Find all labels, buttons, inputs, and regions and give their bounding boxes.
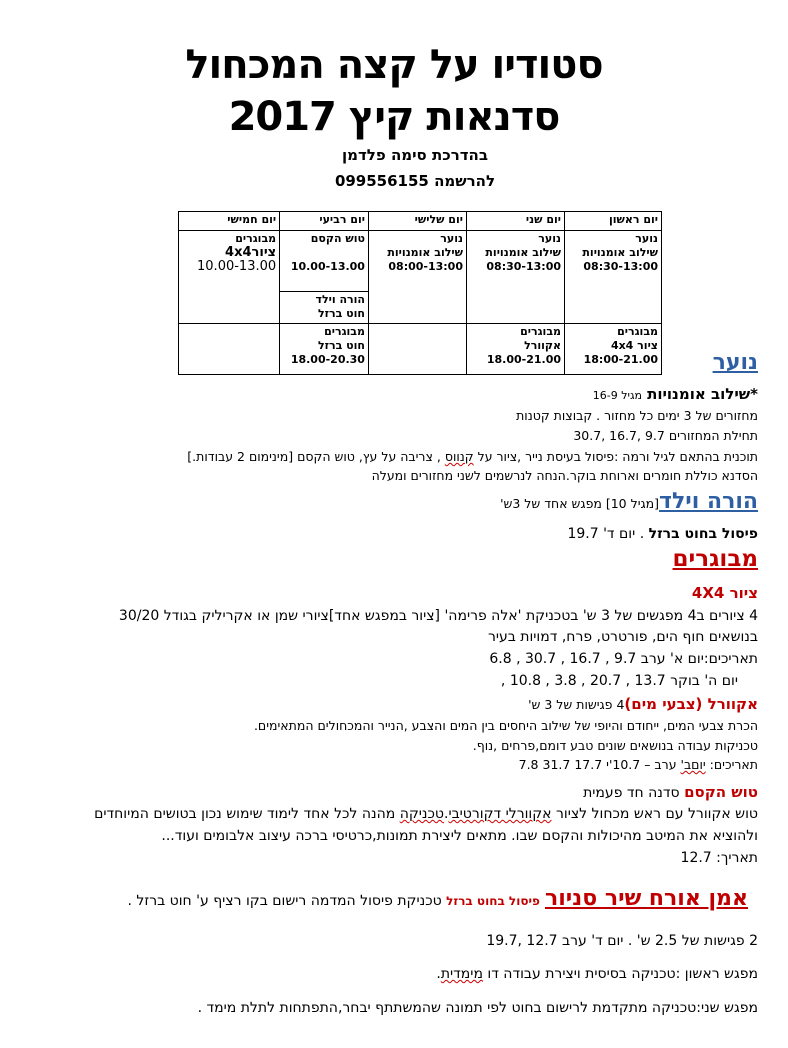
register-line: להרשמה 099556155 <box>334 172 496 190</box>
guide-line: בהדרכת סימה פלדמן <box>341 146 489 164</box>
youth-line-1: מחזורים של 3 ימים כל מחזור . קבוצות קטנות <box>516 408 758 423</box>
cell-tue-evening <box>368 324 466 375</box>
aquarelle-line-3: תאריכים: יוםב' ערב – 10.7'י 17.7 31.7 7.8 <box>518 757 758 772</box>
parent-line-1: פיסול בחוט ברזל . יום ד' 19.7 <box>567 526 758 542</box>
aquarelle-line-1: הכרת צבעי המים, ייחודם והיופי של שילוב היחסים בין המים והצבע ,הנייר והמכחולים המתאימים. <box>253 718 758 733</box>
table-row <box>179 231 662 292</box>
page-title: סטודיו על קצה המכחול <box>185 42 603 88</box>
cell-mon-morning: נוער שילוב אומנויות 08:30-13:00 <box>466 231 564 324</box>
cell-mon-evening: מבוגרים אקוורל 18.00-21.00 <box>466 324 564 375</box>
drawing-line-1: 4 ציורים ב4 מפגשים של 3 ש' בטכניקת 'אלה פרימה' [ציור במפגש אחד]ציורי שמן או אקריליק בגודל 30/20 <box>118 608 758 624</box>
youth-heading: נוער <box>712 350 758 375</box>
youth-line-4: הסדנא כוללת חומרים וארוחת בוקר.הנחה לנרשמים לשני מחזורים ומעלה <box>371 468 758 483</box>
page-subtitle: סדנאות קיץ 2017 <box>228 94 560 140</box>
cell-wed-evening: מבוגרים חוט ברזל 18.00-20.30 <box>280 324 369 375</box>
magic-line-2: ולהוציא את המיטב מהיכולות והקסם שבו. מתאים ליצירת תמונות,כרטיסי ברכה עיצוב אלבומים ועוד... <box>161 828 758 844</box>
parent-heading-line: הורה וילד[מגיל 10] מפגש אחד של 3ש' <box>500 489 758 514</box>
col-thursday: יום חמישי <box>179 212 280 231</box>
guest-heading-line: אמן אורח שיר סניור פיסול בחוט ברזל טכניקת פיסול המדמה רישום בקו רציף ע' חוט ברזל . <box>127 886 748 911</box>
table-row <box>179 324 662 375</box>
drawing-heading: ציור 4X4 <box>691 584 758 602</box>
aquarelle-heading-line: אקוורל (צבעי מים)4 פגישות של 3 ש' <box>528 695 758 713</box>
magic-line-3: תאריך: 12.7 <box>680 850 758 866</box>
col-tuesday: יום שלישי <box>368 212 466 231</box>
youth-line-2: תחילת המחזורים 9.7 ,16.7 ,30.7 <box>573 428 758 443</box>
guest-line-2: מפגש ראשון :טכניקה בסיסית ויצירת עבודה דו מימדית. <box>436 966 758 982</box>
cell-thu-morning: מבוגרים ציור4x4 10.00-13.00 <box>179 231 280 324</box>
drawing-line-2: בנושאים חוף הים, פורטרט, פרח, דמויות בעיר <box>487 629 758 645</box>
aquarelle-line-2: טכניקות עבודה בנושאים שונים טבע דומם,פרחים ,נוף. <box>472 738 758 753</box>
cell-tue-morning: נוער שילוב אומנויות 08:00-13:00 <box>368 231 466 324</box>
schedule-table <box>178 211 662 375</box>
table-header-row <box>179 212 662 231</box>
cell-sun-evening: מבוגרים ציור 4x4 18:00-21.00 <box>565 324 662 375</box>
magic-line-1: טוש אקוורל עם ראש מכחול לציור אקוורלי דקורטיבי.טכניקה מהנה לכל אחד לימוד שימוש נכון בטושים המיוחדים <box>94 806 758 822</box>
guest-line-3: מפגש שני:טכניקה מתקדמת לרישום בחוט לפי תמונה שהמשתתף יבחר,התפתחות לתלת מימד . <box>197 1000 758 1016</box>
drawing-line-4: יום ה' בוקר 13.7 , 20.7 , 3.8 , 10.8 , <box>500 673 738 689</box>
magic-heading-line: טוש הקסם סדנה חד פעמית <box>583 783 758 801</box>
youth-line-3: תוכנית בהתאם לגיל ורמה :פיסול בעיסת נייר ,ציור על קנווס , צריבה על עץ, טוש הקסם [מינימום 2 עבודות.] <box>187 449 758 464</box>
col-wednesday: יום רביעי <box>280 212 369 231</box>
col-sunday: יום ראשון <box>565 212 662 231</box>
cell-wed-parent: הורה וילד חוט ברזל <box>280 291 369 323</box>
cell-thu-evening <box>179 324 280 375</box>
cell-wed-morning: טוש הקסם 10.00-13.00 <box>280 231 369 292</box>
cell-sun-morning: נוער שילוב אומנויות 08:30-13:00 <box>565 231 662 324</box>
col-monday: יום שני <box>466 212 564 231</box>
guest-line-1: 2 פגישות של 2.5 ש' . יום ד' ערב 12.7 ,19.7 <box>486 933 758 949</box>
drawing-line-3: תאריכים:יום א' ערב 9.7 , 16.7 , 30.7 , 6.8 <box>489 651 758 667</box>
youth-subheading: *שילוב אומנויות מגיל 16-9 <box>592 385 758 403</box>
adults-heading: מבוגרים <box>672 546 758 572</box>
